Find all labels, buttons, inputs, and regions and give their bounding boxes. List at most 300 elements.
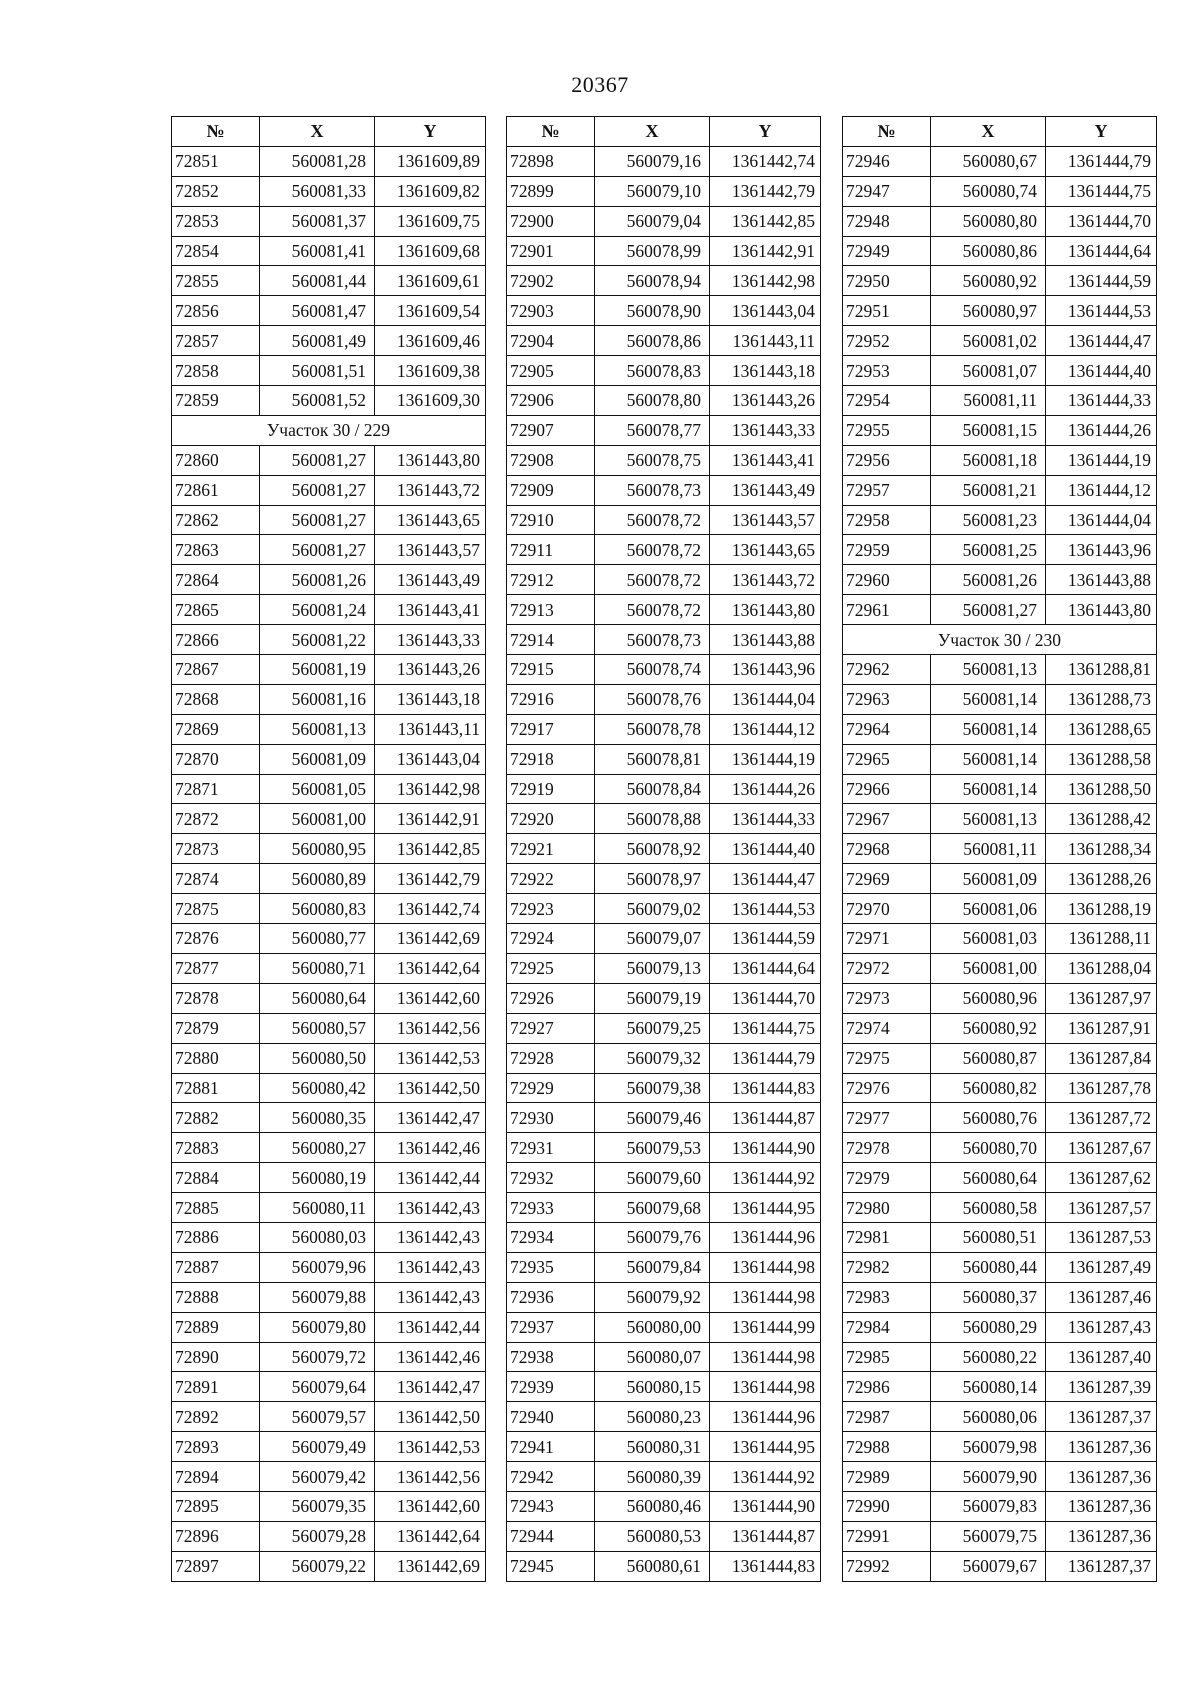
point-number-cell: 72886 bbox=[172, 1222, 260, 1252]
x-coordinate-cell: 560080,22 bbox=[931, 1342, 1046, 1372]
table-row bbox=[172, 356, 486, 386]
y-coordinate-cell: 1361288,26 bbox=[1046, 864, 1157, 894]
point-number-cell: 72872 bbox=[172, 804, 260, 834]
point-number-cell: 72874 bbox=[172, 864, 260, 894]
y-coordinate-cell: 1361444,75 bbox=[1046, 176, 1157, 206]
x-coordinate-cell: 560079,72 bbox=[260, 1342, 375, 1372]
table-row bbox=[507, 864, 821, 894]
point-number-cell: 72891 bbox=[172, 1372, 260, 1402]
point-number-cell: 72945 bbox=[507, 1551, 595, 1581]
x-coordinate-cell: 560078,94 bbox=[595, 266, 710, 296]
point-number-cell: 72962 bbox=[843, 655, 931, 685]
point-number-cell: 72954 bbox=[843, 386, 931, 416]
x-coordinate-cell: 560080,29 bbox=[931, 1312, 1046, 1342]
x-coordinate-cell: 560078,84 bbox=[595, 774, 710, 804]
point-number-cell: 72985 bbox=[843, 1342, 931, 1372]
point-number-cell: 72979 bbox=[843, 1163, 931, 1193]
x-coordinate-cell: 560080,67 bbox=[931, 146, 1046, 176]
table-row bbox=[843, 236, 1157, 266]
point-number-cell: 72906 bbox=[507, 386, 595, 416]
y-coordinate-cell: 1361442,53 bbox=[375, 1432, 486, 1462]
x-coordinate-cell: 560079,13 bbox=[595, 953, 710, 983]
table-row bbox=[172, 565, 486, 595]
table-row bbox=[507, 266, 821, 296]
y-coordinate-cell: 1361443,88 bbox=[1046, 565, 1157, 595]
point-number-cell: 72915 bbox=[507, 655, 595, 685]
table-row bbox=[172, 146, 486, 176]
point-number-cell: 72922 bbox=[507, 864, 595, 894]
point-number-cell: 72882 bbox=[172, 1103, 260, 1133]
y-coordinate-cell: 1361443,57 bbox=[375, 535, 486, 565]
table-row bbox=[507, 415, 821, 445]
table-row bbox=[507, 326, 821, 356]
table-row bbox=[507, 894, 821, 924]
x-coordinate-cell: 560079,22 bbox=[260, 1551, 375, 1581]
y-coordinate-cell: 1361443,72 bbox=[710, 565, 821, 595]
x-coordinate-cell: 560079,57 bbox=[260, 1402, 375, 1432]
table-row bbox=[172, 595, 486, 625]
table-row bbox=[172, 1103, 486, 1133]
table-row bbox=[843, 983, 1157, 1013]
point-number-cell: 72937 bbox=[507, 1312, 595, 1342]
x-coordinate-cell: 560081,13 bbox=[931, 655, 1046, 685]
y-coordinate-cell: 1361443,41 bbox=[375, 595, 486, 625]
x-coordinate-cell: 560081,11 bbox=[931, 386, 1046, 416]
table-row bbox=[507, 1163, 821, 1193]
x-coordinate-cell: 560081,14 bbox=[931, 744, 1046, 774]
x-coordinate-cell: 560081,49 bbox=[260, 326, 375, 356]
coordinates-table-1 bbox=[171, 116, 486, 1582]
point-number-cell: 72987 bbox=[843, 1402, 931, 1432]
point-number-cell: 72907 bbox=[507, 415, 595, 445]
table-row bbox=[507, 684, 821, 714]
y-coordinate-cell: 1361287,84 bbox=[1046, 1043, 1157, 1073]
table-row bbox=[843, 1073, 1157, 1103]
y-coordinate-cell: 1361444,75 bbox=[710, 1013, 821, 1043]
y-coordinate-cell: 1361287,37 bbox=[1046, 1551, 1157, 1581]
header-y: Y bbox=[710, 117, 821, 147]
y-coordinate-cell: 1361444,90 bbox=[710, 1133, 821, 1163]
y-coordinate-cell: 1361444,98 bbox=[710, 1372, 821, 1402]
table-row bbox=[843, 774, 1157, 804]
y-coordinate-cell: 1361287,36 bbox=[1046, 1462, 1157, 1492]
x-coordinate-cell: 560081,22 bbox=[260, 625, 375, 655]
point-number-cell: 72986 bbox=[843, 1372, 931, 1402]
x-coordinate-cell: 560079,76 bbox=[595, 1222, 710, 1252]
table-row bbox=[843, 1462, 1157, 1492]
x-coordinate-cell: 560080,89 bbox=[260, 864, 375, 894]
point-number-cell: 72980 bbox=[843, 1193, 931, 1223]
point-number-cell: 72976 bbox=[843, 1073, 931, 1103]
point-number-cell: 72992 bbox=[843, 1551, 931, 1581]
x-coordinate-cell: 560079,75 bbox=[931, 1521, 1046, 1551]
x-coordinate-cell: 560081,19 bbox=[260, 655, 375, 685]
point-number-cell: 72966 bbox=[843, 774, 931, 804]
table-row bbox=[843, 146, 1157, 176]
x-coordinate-cell: 560080,50 bbox=[260, 1043, 375, 1073]
table-row bbox=[172, 804, 486, 834]
x-coordinate-cell: 560081,13 bbox=[931, 804, 1046, 834]
x-coordinate-cell: 560078,83 bbox=[595, 356, 710, 386]
point-number-cell: 72861 bbox=[172, 475, 260, 505]
y-coordinate-cell: 1361444,98 bbox=[710, 1342, 821, 1372]
y-coordinate-cell: 1361442,56 bbox=[375, 1462, 486, 1492]
x-coordinate-cell: 560080,31 bbox=[595, 1432, 710, 1462]
x-coordinate-cell: 560080,74 bbox=[931, 176, 1046, 206]
x-coordinate-cell: 560081,41 bbox=[260, 236, 375, 266]
y-coordinate-cell: 1361609,89 bbox=[375, 146, 486, 176]
table-row bbox=[843, 1133, 1157, 1163]
point-number-cell: 72972 bbox=[843, 953, 931, 983]
table-row bbox=[172, 535, 486, 565]
table-row bbox=[507, 1462, 821, 1492]
x-coordinate-cell: 560080,64 bbox=[260, 983, 375, 1013]
y-coordinate-cell: 1361442,43 bbox=[375, 1222, 486, 1252]
point-number-cell: 72857 bbox=[172, 326, 260, 356]
y-coordinate-cell: 1361444,79 bbox=[1046, 146, 1157, 176]
y-coordinate-cell: 1361442,98 bbox=[375, 774, 486, 804]
y-coordinate-cell: 1361442,91 bbox=[375, 804, 486, 834]
point-number-cell: 72978 bbox=[843, 1133, 931, 1163]
x-coordinate-cell: 560079,07 bbox=[595, 924, 710, 954]
table-row bbox=[172, 1491, 486, 1521]
point-number-cell: 72961 bbox=[843, 595, 931, 625]
y-coordinate-cell: 1361442,85 bbox=[710, 206, 821, 236]
x-coordinate-cell: 560081,26 bbox=[931, 565, 1046, 595]
table-row bbox=[172, 625, 486, 655]
y-coordinate-cell: 1361287,40 bbox=[1046, 1342, 1157, 1372]
y-coordinate-cell: 1361443,96 bbox=[1046, 535, 1157, 565]
table-row bbox=[172, 1342, 486, 1372]
table-row bbox=[843, 1342, 1157, 1372]
point-number-cell: 72900 bbox=[507, 206, 595, 236]
y-coordinate-cell: 1361444,53 bbox=[1046, 296, 1157, 326]
table-row bbox=[843, 1312, 1157, 1342]
point-number-cell: 72967 bbox=[843, 804, 931, 834]
section-row bbox=[172, 415, 486, 445]
point-number-cell: 72933 bbox=[507, 1193, 595, 1223]
table-row bbox=[172, 1013, 486, 1043]
point-number-cell: 72883 bbox=[172, 1133, 260, 1163]
x-coordinate-cell: 560080,95 bbox=[260, 834, 375, 864]
y-coordinate-cell: 1361444,92 bbox=[710, 1163, 821, 1193]
point-number-cell: 72929 bbox=[507, 1073, 595, 1103]
table-row bbox=[507, 1551, 821, 1581]
table-row bbox=[172, 1551, 486, 1581]
x-coordinate-cell: 560081,16 bbox=[260, 684, 375, 714]
table-row bbox=[843, 834, 1157, 864]
point-number-cell: 72926 bbox=[507, 983, 595, 1013]
table-row bbox=[172, 1462, 486, 1492]
y-coordinate-cell: 1361442,44 bbox=[375, 1312, 486, 1342]
table-row bbox=[843, 505, 1157, 535]
table-row bbox=[507, 1043, 821, 1073]
table-row bbox=[172, 1043, 486, 1073]
x-coordinate-cell: 560079,88 bbox=[260, 1282, 375, 1312]
y-coordinate-cell: 1361442,53 bbox=[375, 1043, 486, 1073]
y-coordinate-cell: 1361609,54 bbox=[375, 296, 486, 326]
x-coordinate-cell: 560080,15 bbox=[595, 1372, 710, 1402]
point-number-cell: 72904 bbox=[507, 326, 595, 356]
x-coordinate-cell: 560079,02 bbox=[595, 894, 710, 924]
point-number-cell: 72943 bbox=[507, 1491, 595, 1521]
x-coordinate-cell: 560079,46 bbox=[595, 1103, 710, 1133]
x-coordinate-cell: 560081,27 bbox=[260, 505, 375, 535]
x-coordinate-cell: 560079,28 bbox=[260, 1521, 375, 1551]
table-row bbox=[843, 864, 1157, 894]
point-number-cell: 72888 bbox=[172, 1282, 260, 1312]
point-number-cell: 72965 bbox=[843, 744, 931, 774]
y-coordinate-cell: 1361287,62 bbox=[1046, 1163, 1157, 1193]
y-coordinate-cell: 1361442,43 bbox=[375, 1252, 486, 1282]
x-coordinate-cell: 560080,92 bbox=[931, 1013, 1046, 1043]
x-coordinate-cell: 560079,25 bbox=[595, 1013, 710, 1043]
point-number-cell: 72930 bbox=[507, 1103, 595, 1133]
table-row bbox=[172, 714, 486, 744]
header-num: № bbox=[507, 117, 595, 147]
y-coordinate-cell: 1361444,19 bbox=[1046, 445, 1157, 475]
x-coordinate-cell: 560080,70 bbox=[931, 1133, 1046, 1163]
y-coordinate-cell: 1361442,46 bbox=[375, 1133, 486, 1163]
y-coordinate-cell: 1361443,04 bbox=[375, 744, 486, 774]
point-number-cell: 72892 bbox=[172, 1402, 260, 1432]
x-coordinate-cell: 560080,77 bbox=[260, 924, 375, 954]
y-coordinate-cell: 1361444,12 bbox=[1046, 475, 1157, 505]
point-number-cell: 72887 bbox=[172, 1252, 260, 1282]
x-coordinate-cell: 560081,13 bbox=[260, 714, 375, 744]
y-coordinate-cell: 1361442,60 bbox=[375, 983, 486, 1013]
table-row bbox=[843, 1372, 1157, 1402]
table-row bbox=[843, 714, 1157, 744]
point-number-cell: 72988 bbox=[843, 1432, 931, 1462]
point-number-cell: 72983 bbox=[843, 1282, 931, 1312]
table-row bbox=[843, 1222, 1157, 1252]
point-number-cell: 72957 bbox=[843, 475, 931, 505]
y-coordinate-cell: 1361443,41 bbox=[710, 445, 821, 475]
y-coordinate-cell: 1361444,98 bbox=[710, 1252, 821, 1282]
point-number-cell: 72919 bbox=[507, 774, 595, 804]
table-row bbox=[507, 236, 821, 266]
y-coordinate-cell: 1361444,95 bbox=[710, 1193, 821, 1223]
x-coordinate-cell: 560080,06 bbox=[931, 1402, 1046, 1432]
point-number-cell: 72903 bbox=[507, 296, 595, 326]
y-coordinate-cell: 1361444,64 bbox=[710, 953, 821, 983]
point-number-cell: 72869 bbox=[172, 714, 260, 744]
table-row bbox=[507, 714, 821, 744]
table-row bbox=[172, 1163, 486, 1193]
table-row bbox=[172, 774, 486, 804]
x-coordinate-cell: 560078,72 bbox=[595, 595, 710, 625]
y-coordinate-cell: 1361443,26 bbox=[375, 655, 486, 685]
x-coordinate-cell: 560078,72 bbox=[595, 535, 710, 565]
table-row bbox=[507, 356, 821, 386]
table-row bbox=[843, 1013, 1157, 1043]
table-row bbox=[843, 1043, 1157, 1073]
table-row bbox=[172, 206, 486, 236]
x-coordinate-cell: 560080,51 bbox=[931, 1222, 1046, 1252]
table-row bbox=[507, 206, 821, 236]
x-coordinate-cell: 560078,72 bbox=[595, 565, 710, 595]
x-coordinate-cell: 560078,75 bbox=[595, 445, 710, 475]
table-row bbox=[507, 1312, 821, 1342]
y-coordinate-cell: 1361443,49 bbox=[375, 565, 486, 595]
table-row bbox=[172, 834, 486, 864]
x-coordinate-cell: 560081,51 bbox=[260, 356, 375, 386]
point-number-cell: 72890 bbox=[172, 1342, 260, 1372]
point-number-cell: 72951 bbox=[843, 296, 931, 326]
point-number-cell: 72947 bbox=[843, 176, 931, 206]
y-coordinate-cell: 1361444,19 bbox=[710, 744, 821, 774]
x-coordinate-cell: 560079,96 bbox=[260, 1252, 375, 1282]
table-row bbox=[843, 1432, 1157, 1462]
y-coordinate-cell: 1361444,04 bbox=[1046, 505, 1157, 535]
x-coordinate-cell: 560079,80 bbox=[260, 1312, 375, 1342]
point-number-cell: 72939 bbox=[507, 1372, 595, 1402]
y-coordinate-cell: 1361444,40 bbox=[1046, 356, 1157, 386]
table-row bbox=[172, 505, 486, 535]
y-coordinate-cell: 1361444,59 bbox=[1046, 266, 1157, 296]
x-coordinate-cell: 560078,77 bbox=[595, 415, 710, 445]
point-number-cell: 72948 bbox=[843, 206, 931, 236]
y-coordinate-cell: 1361442,43 bbox=[375, 1193, 486, 1223]
y-coordinate-cell: 1361444,87 bbox=[710, 1521, 821, 1551]
x-coordinate-cell: 560078,78 bbox=[595, 714, 710, 744]
y-coordinate-cell: 1361443,65 bbox=[375, 505, 486, 535]
table-row bbox=[507, 924, 821, 954]
x-coordinate-cell: 560080,44 bbox=[931, 1252, 1046, 1282]
y-coordinate-cell: 1361443,72 bbox=[375, 475, 486, 505]
coordinates-table-3 bbox=[842, 116, 1157, 1582]
point-number-cell: 72970 bbox=[843, 894, 931, 924]
x-coordinate-cell: 560080,64 bbox=[931, 1163, 1046, 1193]
y-coordinate-cell: 1361443,33 bbox=[375, 625, 486, 655]
table-row bbox=[507, 505, 821, 535]
x-coordinate-cell: 560081,00 bbox=[260, 804, 375, 834]
y-coordinate-cell: 1361442,50 bbox=[375, 1073, 486, 1103]
x-coordinate-cell: 560080,23 bbox=[595, 1402, 710, 1432]
table-row bbox=[172, 1402, 486, 1432]
x-coordinate-cell: 560081,21 bbox=[931, 475, 1046, 505]
table-row bbox=[843, 1551, 1157, 1581]
y-coordinate-cell: 1361443,26 bbox=[710, 386, 821, 416]
x-coordinate-cell: 560081,25 bbox=[931, 535, 1046, 565]
table-row bbox=[507, 1252, 821, 1282]
table-row bbox=[172, 894, 486, 924]
table-row bbox=[843, 1103, 1157, 1133]
header-num: № bbox=[843, 117, 931, 147]
point-number-cell: 72952 bbox=[843, 326, 931, 356]
table-row bbox=[843, 535, 1157, 565]
y-coordinate-cell: 1361287,39 bbox=[1046, 1372, 1157, 1402]
point-number-cell: 72950 bbox=[843, 266, 931, 296]
y-coordinate-cell: 1361609,82 bbox=[375, 176, 486, 206]
table-row bbox=[843, 565, 1157, 595]
point-number-cell: 72908 bbox=[507, 445, 595, 475]
x-coordinate-cell: 560080,53 bbox=[595, 1521, 710, 1551]
y-coordinate-cell: 1361442,56 bbox=[375, 1013, 486, 1043]
point-number-cell: 72920 bbox=[507, 804, 595, 834]
y-coordinate-cell: 1361288,58 bbox=[1046, 744, 1157, 774]
y-coordinate-cell: 1361287,36 bbox=[1046, 1491, 1157, 1521]
table-row bbox=[507, 1013, 821, 1043]
point-number-cell: 72855 bbox=[172, 266, 260, 296]
table-row bbox=[843, 1521, 1157, 1551]
x-coordinate-cell: 560078,92 bbox=[595, 834, 710, 864]
point-number-cell: 72932 bbox=[507, 1163, 595, 1193]
table-row bbox=[507, 953, 821, 983]
x-coordinate-cell: 560078,81 bbox=[595, 744, 710, 774]
table-row bbox=[507, 146, 821, 176]
table-row bbox=[172, 1193, 486, 1223]
point-number-cell: 72991 bbox=[843, 1521, 931, 1551]
point-number-cell: 72955 bbox=[843, 415, 931, 445]
table-row bbox=[507, 774, 821, 804]
table-row bbox=[843, 445, 1157, 475]
x-coordinate-cell: 560079,49 bbox=[260, 1432, 375, 1462]
point-number-cell: 72916 bbox=[507, 684, 595, 714]
y-coordinate-cell: 1361609,61 bbox=[375, 266, 486, 296]
table-row bbox=[843, 356, 1157, 386]
point-number-cell: 72897 bbox=[172, 1551, 260, 1581]
table-row bbox=[843, 296, 1157, 326]
y-coordinate-cell: 1361444,64 bbox=[1046, 236, 1157, 266]
x-coordinate-cell: 560080,96 bbox=[931, 983, 1046, 1013]
point-number-cell: 72990 bbox=[843, 1491, 931, 1521]
y-coordinate-cell: 1361444,70 bbox=[1046, 206, 1157, 236]
point-number-cell: 72901 bbox=[507, 236, 595, 266]
x-coordinate-cell: 560081,52 bbox=[260, 386, 375, 416]
table-row bbox=[507, 565, 821, 595]
y-coordinate-cell: 1361444,96 bbox=[710, 1402, 821, 1432]
y-coordinate-cell: 1361444,04 bbox=[710, 684, 821, 714]
point-number-cell: 72925 bbox=[507, 953, 595, 983]
table-row bbox=[507, 1282, 821, 1312]
point-number-cell: 72880 bbox=[172, 1043, 260, 1073]
point-number-cell: 72941 bbox=[507, 1432, 595, 1462]
table-row bbox=[507, 1372, 821, 1402]
y-coordinate-cell: 1361442,64 bbox=[375, 1521, 486, 1551]
point-number-cell: 72910 bbox=[507, 505, 595, 535]
y-coordinate-cell: 1361442,47 bbox=[375, 1372, 486, 1402]
point-number-cell: 72934 bbox=[507, 1222, 595, 1252]
point-number-cell: 72953 bbox=[843, 356, 931, 386]
point-number-cell: 72982 bbox=[843, 1252, 931, 1282]
point-number-cell: 72928 bbox=[507, 1043, 595, 1073]
point-number-cell: 72963 bbox=[843, 684, 931, 714]
point-number-cell: 72974 bbox=[843, 1013, 931, 1043]
point-number-cell: 72944 bbox=[507, 1521, 595, 1551]
section-title: Участок 30 / 229 bbox=[172, 415, 486, 445]
table-row bbox=[843, 1193, 1157, 1223]
y-coordinate-cell: 1361442,69 bbox=[375, 924, 486, 954]
point-number-cell: 72881 bbox=[172, 1073, 260, 1103]
point-number-cell: 72905 bbox=[507, 356, 595, 386]
x-coordinate-cell: 560081,00 bbox=[931, 953, 1046, 983]
point-number-cell: 72902 bbox=[507, 266, 595, 296]
x-coordinate-cell: 560080,76 bbox=[931, 1103, 1046, 1133]
x-coordinate-cell: 560081,18 bbox=[931, 445, 1046, 475]
point-number-cell: 72854 bbox=[172, 236, 260, 266]
header-x: X bbox=[595, 117, 710, 147]
section-title: Участок 30 / 230 bbox=[843, 625, 1157, 655]
point-number-cell: 72981 bbox=[843, 1222, 931, 1252]
y-coordinate-cell: 1361444,99 bbox=[710, 1312, 821, 1342]
y-coordinate-cell: 1361442,69 bbox=[375, 1551, 486, 1581]
y-coordinate-cell: 1361442,64 bbox=[375, 953, 486, 983]
point-number-cell: 72885 bbox=[172, 1193, 260, 1223]
point-number-cell: 72975 bbox=[843, 1043, 931, 1073]
point-number-cell: 72865 bbox=[172, 595, 260, 625]
